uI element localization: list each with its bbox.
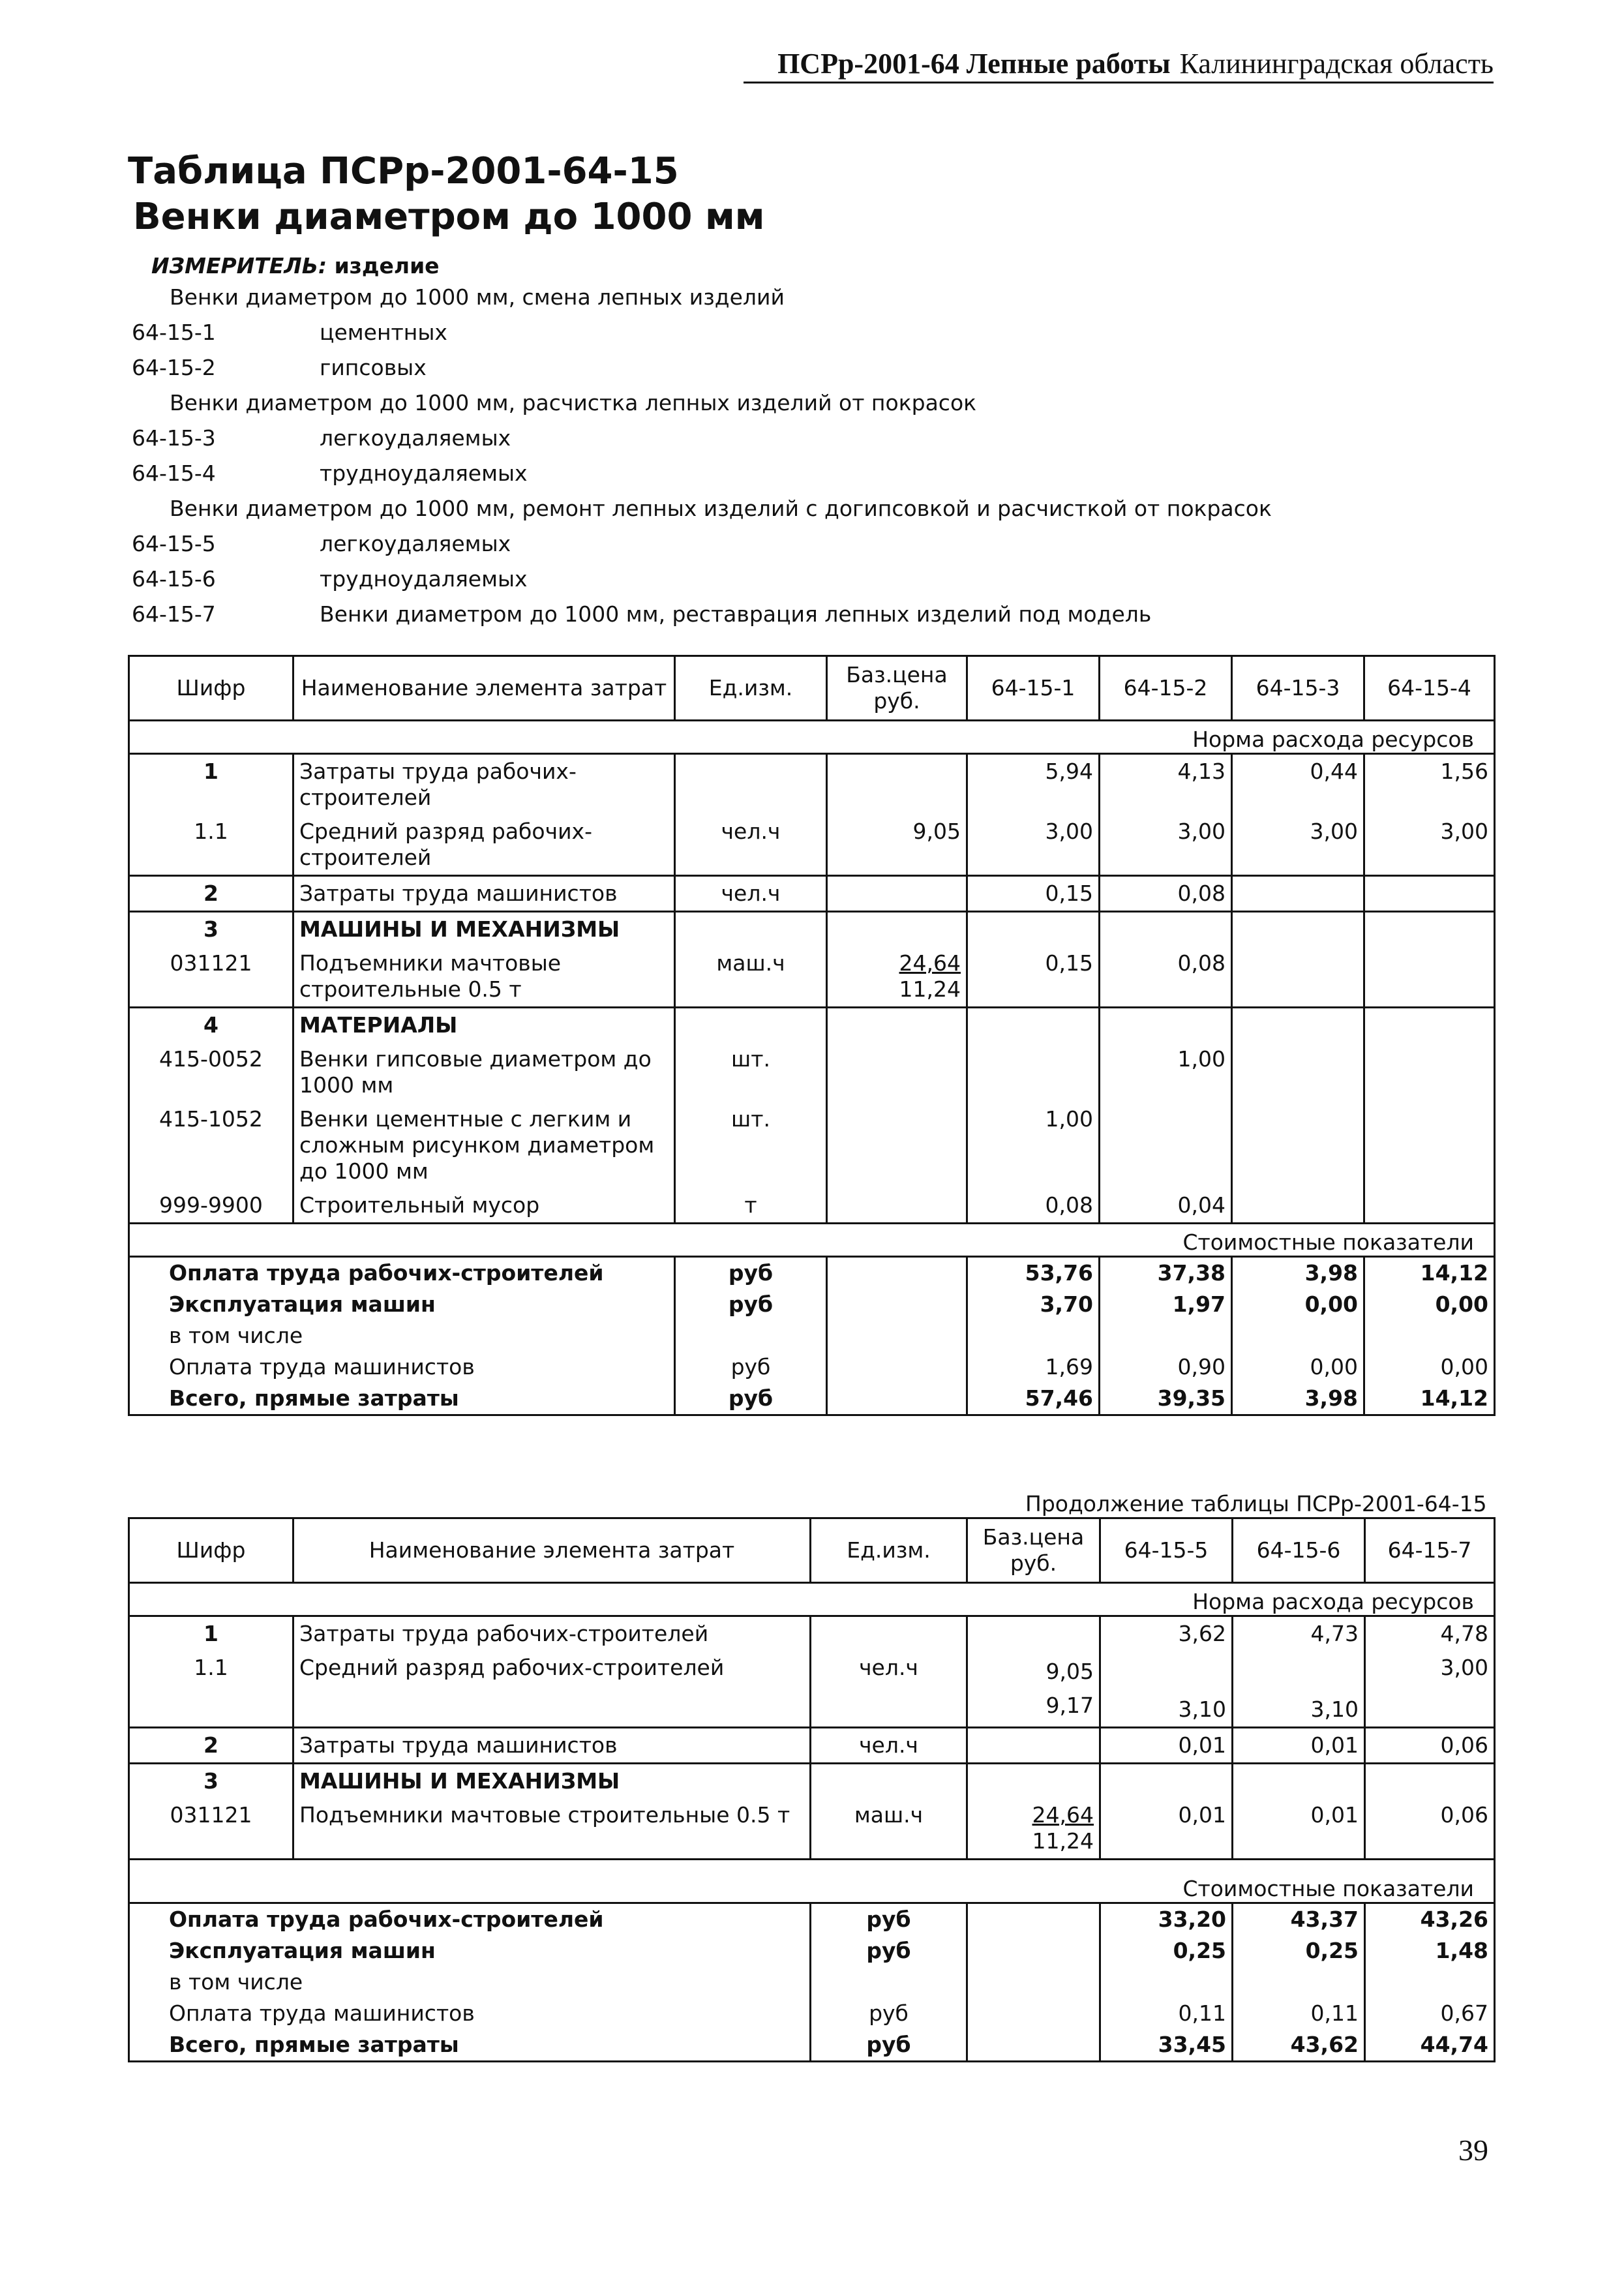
row-value (1232, 876, 1364, 912)
row-name: Строительный мусор (293, 1188, 675, 1224)
table-row (129, 815, 1495, 876)
header-col-64-15-4: 64-15-4 (1364, 656, 1495, 721)
table-row (129, 1042, 1495, 1102)
table-row (129, 1651, 1495, 1728)
header-col-64-15-2: 64-15-2 (1100, 656, 1232, 721)
row-value: 1,00 (1100, 1042, 1232, 1102)
row-value (1232, 1102, 1364, 1188)
row-value: 0,01 (1100, 1798, 1233, 1860)
row-code: 1 (129, 1616, 293, 1651)
summary-row (129, 2029, 1495, 2062)
intro-group-2: Венки диаметром до 1000 мм, расчистка лепных изделий от покрасок (170, 390, 977, 415)
intro-code-4: 64-15-4 (132, 460, 216, 486)
intro-code-5: 64-15-5 (132, 531, 216, 556)
intro-desc-3: легкоудаляемых (320, 425, 511, 451)
intro-code-6: 64-15-6 (132, 566, 216, 592)
table-header-row (129, 1518, 1495, 1583)
row-value: 1,56 (1364, 754, 1495, 815)
row-price (827, 754, 967, 815)
summary-value: 0,00 (1232, 1289, 1364, 1320)
row-unit: чел.ч (811, 1651, 967, 1728)
row-value (1364, 1102, 1495, 1188)
header-code: Шифр (129, 1518, 293, 1583)
table-header-row (129, 656, 1495, 721)
summary-name: в том числе (129, 1967, 811, 1998)
row-value: 3,00 (1100, 815, 1232, 876)
row-value: 3,00 (967, 815, 1100, 876)
row-value: 3,00 (1364, 815, 1495, 876)
summary-name: Всего, прямые затраты (129, 2029, 811, 2062)
table-row (129, 876, 1495, 912)
row-value: 3,00 (1232, 815, 1364, 876)
summary-row (129, 1383, 1495, 1415)
row-unit (811, 1616, 967, 1651)
row-code: 2 (129, 876, 293, 912)
section-title-machines: МАШИНЫ И МЕХАНИЗМЫ (293, 1764, 811, 1799)
meter-label: ИЗМЕРИТЕЛЬ: (151, 253, 327, 279)
header-col-64-15-5: 64-15-5 (1100, 1518, 1233, 1583)
section-code: 3 (129, 912, 293, 947)
row-value: 0,44 (1232, 754, 1364, 815)
row-code: 1.1 (129, 1651, 293, 1728)
table-row (129, 946, 1495, 1008)
section-title-materials: МАТЕРИАЛЫ (293, 1008, 675, 1043)
row-value: 0,01 (1233, 1798, 1365, 1860)
row-unit: чел.ч (675, 815, 827, 876)
intro-code-7: 64-15-7 (132, 601, 216, 627)
summary-value: 44,74 (1365, 2029, 1495, 2062)
row-name: Венки цементные с легким и сложным рисунком диаметром до 1000 мм (293, 1102, 675, 1188)
row-value: 3,00 (1365, 1651, 1495, 1728)
row-value: 0,06 (1365, 1798, 1495, 1860)
row-value: 4,13 (1100, 754, 1232, 815)
summary-value: 53,76 (967, 1257, 1100, 1289)
row-price (827, 1042, 967, 1102)
header-col-64-15-1: 64-15-1 (967, 656, 1100, 721)
row-value: 4,78 (1365, 1616, 1495, 1651)
row-name: Затраты труда рабочих-строителей (293, 1616, 811, 1651)
row-value (1364, 1188, 1495, 1224)
row-name: Затраты труда машинистов (293, 876, 675, 912)
header-col-64-15-6: 64-15-6 (1233, 1518, 1365, 1583)
row-value: 3,62 (1100, 1616, 1233, 1651)
continuation-caption: Продолжение таблицы ПСРр-2001-64-15 (1025, 1491, 1487, 1516)
row-name: Подъемники мачтовые строительные 0.5 т (293, 946, 675, 1008)
summary-value: 3,98 (1232, 1383, 1364, 1415)
price-current: 11,24 (899, 976, 961, 1002)
row-value (1364, 946, 1495, 1008)
row-value (1364, 876, 1495, 912)
header-unit: Ед.изм. (675, 656, 827, 721)
summary-row (129, 1967, 1495, 1998)
row-unit: шт. (675, 1102, 827, 1188)
row-unit: маш.ч (811, 1798, 967, 1860)
row-code: 031121 (129, 1798, 293, 1860)
summary-unit: руб (675, 1289, 827, 1320)
table-row (129, 1188, 1495, 1224)
summary-value: 0,67 (1365, 1998, 1495, 2029)
row-price (827, 946, 967, 1008)
summary-value: 1,48 (1365, 1935, 1495, 1967)
summary-name: Оплата труда машинистов (129, 1351, 675, 1383)
row-name: Средний разряд рабочих-строителей (293, 1651, 811, 1728)
summary-value: 1,69 (967, 1351, 1100, 1383)
row-value: 0,08 (967, 1188, 1100, 1224)
intro-group-3: Венки диаметром до 1000 мм, ремонт лепных изделий с догипсовкой и расчисткой от покрасок (170, 496, 1272, 521)
row-value: 1,00 (967, 1102, 1100, 1188)
intro-desc-7: Венки диаметром до 1000 мм, реставрация лепных изделий под модель (320, 601, 1152, 627)
summary-value: 3,98 (1232, 1257, 1364, 1289)
summary-value: 0,90 (1100, 1351, 1232, 1383)
row-code: 2 (129, 1728, 293, 1764)
row-value (1232, 946, 1364, 1008)
summary-value: 43,62 (1233, 2029, 1365, 2062)
row-price (967, 1616, 1100, 1651)
summary-value: 0,00 (1232, 1351, 1364, 1383)
summary-name: в том числе (129, 1320, 675, 1351)
summary-value: 43,26 (1365, 1903, 1495, 1936)
summary-value: 33,45 (1100, 2029, 1233, 2062)
summary-unit: руб (675, 1257, 827, 1289)
row-value: 3,10 (1233, 1651, 1365, 1728)
row-value: 0,15 (967, 876, 1100, 912)
row-name: Средний разряд рабочих-строителей (293, 815, 675, 876)
intro-desc-2: гипсовых (320, 355, 427, 380)
row-unit: т (675, 1188, 827, 1224)
header-name: Наименование элемента затрат (293, 656, 675, 721)
summary-value: 39,35 (1100, 1383, 1232, 1415)
header-code: Шифр (129, 656, 293, 721)
table-row (129, 1616, 1495, 1651)
row-value: 0,08 (1100, 876, 1232, 912)
intro-code-1: 64-15-1 (132, 320, 216, 345)
header-col-64-15-7: 64-15-7 (1365, 1518, 1495, 1583)
intro-desc-5: легкоудаляемых (320, 531, 511, 556)
summary-row (129, 1320, 1495, 1351)
row-unit (675, 754, 827, 815)
header-name: Наименование элемента затрат (293, 1518, 811, 1583)
row-unit: маш.ч (675, 946, 827, 1008)
row-value (1364, 1042, 1495, 1102)
section-title-machines: МАШИНЫ И МЕХАНИЗМЫ (293, 912, 675, 947)
row-code: 1.1 (129, 815, 293, 876)
row-price: 9,05 (827, 815, 967, 876)
price-base: 24,64 (1032, 1802, 1094, 1828)
table-title: Таблица ПСРр-2001-64-15 (128, 150, 679, 192)
band-resource-norms: Норма расхода ресурсов (129, 1583, 1495, 1616)
section-code: 4 (129, 1008, 293, 1043)
row-code: 999-9900 (129, 1188, 293, 1224)
summary-value: 1,97 (1100, 1289, 1232, 1320)
summary-row (129, 1903, 1495, 1936)
row-unit: чел.ч (675, 876, 827, 912)
summary-name: Эксплуатация машин (129, 1935, 811, 1967)
row-value (1232, 1042, 1364, 1102)
summary-value: 14,12 (1364, 1383, 1495, 1415)
row-name: Затраты труда машинистов (293, 1728, 811, 1764)
band-cost-indicators: Стоимостные показатели (129, 1860, 1495, 1903)
price-line: 9,17 (1045, 1693, 1094, 1718)
row-value: 3,10 (1100, 1651, 1233, 1728)
summary-value: 57,46 (967, 1383, 1100, 1415)
header-col-64-15-3: 64-15-3 (1232, 656, 1364, 721)
intro-code-2: 64-15-2 (132, 355, 216, 380)
row-value: 0,01 (1233, 1728, 1365, 1764)
summary-unit: руб (675, 1383, 827, 1415)
row-price (967, 1798, 1100, 1860)
row-price (827, 1102, 967, 1188)
summary-name: Оплата труда рабочих-строителей (129, 1903, 811, 1936)
row-value (1100, 1102, 1232, 1188)
intro-desc-1: цементных (320, 320, 447, 345)
price-current: 11,24 (1032, 1828, 1094, 1854)
row-name: Затраты труда рабочих-строителей (293, 754, 675, 815)
summary-unit: руб (811, 2029, 967, 2062)
summary-value: 33,20 (1100, 1903, 1233, 1936)
row-value: 0,01 (1100, 1728, 1233, 1764)
row-value: 0,04 (1100, 1188, 1232, 1224)
summary-value: 37,38 (1100, 1257, 1232, 1289)
summary-unit: руб (675, 1351, 827, 1383)
summary-value: 43,37 (1233, 1903, 1365, 1936)
row-unit: чел.ч (811, 1728, 967, 1764)
intro-desc-6: трудноудаляемых (320, 566, 528, 592)
row-value (967, 1042, 1100, 1102)
collection-code-title: ПСРр-2001-64 Лепные работы (777, 48, 1171, 80)
summary-name: Оплата труда рабочих-строителей (129, 1257, 675, 1289)
price-base: 24,64 (899, 950, 961, 976)
summary-name: Всего, прямые затраты (129, 1383, 675, 1415)
row-name: Подъемники мачтовые строительные 0.5 т (293, 1798, 811, 1860)
section-row (129, 912, 1495, 947)
summary-row (129, 1935, 1495, 1967)
row-value: 5,94 (967, 754, 1100, 815)
summary-value: 14,12 (1364, 1257, 1495, 1289)
summary-value: 3,70 (967, 1289, 1100, 1320)
summary-value: 0,11 (1100, 1998, 1233, 2029)
running-header (744, 47, 1494, 83)
band-cost-indicators: Стоимостные показатели (129, 1224, 1495, 1257)
table-subtitle: Венки диаметром до 1000 мм (133, 196, 765, 238)
row-value: 0,08 (1100, 946, 1232, 1008)
intro-group-1: Венки диаметром до 1000 мм, смена лепных изделий (170, 284, 785, 310)
header-base-price: Баз.цена руб. (827, 656, 967, 721)
summary-row (129, 1289, 1495, 1320)
row-code: 031121 (129, 946, 293, 1008)
summary-unit: руб (811, 1903, 967, 1936)
summary-value: 0,25 (1233, 1935, 1365, 1967)
summary-row (129, 1351, 1495, 1383)
row-price (967, 1728, 1100, 1764)
price-line: 9,05 (1045, 1659, 1094, 1684)
table-row (129, 754, 1495, 815)
summary-value: 0,11 (1233, 1998, 1365, 2029)
table-row (129, 1728, 1495, 1764)
row-price (827, 1188, 967, 1224)
intro-code-3: 64-15-3 (132, 425, 216, 451)
resource-table-continuation (128, 1517, 1496, 2062)
summary-unit: руб (811, 1935, 967, 1967)
table-row (129, 1798, 1495, 1860)
row-value: 0,15 (967, 946, 1100, 1008)
row-code: 415-1052 (129, 1102, 293, 1188)
resource-table-main (128, 655, 1496, 1416)
table-row (129, 1102, 1495, 1188)
summary-value: 0,00 (1364, 1351, 1495, 1383)
row-value (1232, 1188, 1364, 1224)
row-value: 4,73 (1233, 1616, 1365, 1651)
section-row (129, 1764, 1495, 1799)
meter-value: изделие (334, 253, 440, 279)
summary-unit: руб (811, 1998, 967, 2029)
meter-line (151, 253, 440, 279)
header-base-price: Баз.цена руб. (967, 1518, 1100, 1583)
summary-name: Оплата труда машинистов (129, 1998, 811, 2029)
row-value: 0,06 (1365, 1728, 1495, 1764)
region-name: Калининградская область (1179, 48, 1494, 80)
section-code: 3 (129, 1764, 293, 1799)
summary-row (129, 1998, 1495, 2029)
row-price (827, 876, 967, 912)
summary-value: 0,25 (1100, 1935, 1233, 1967)
section-row (129, 1008, 1495, 1043)
row-price (967, 1651, 1100, 1728)
summary-value: 0,00 (1364, 1289, 1495, 1320)
header-unit: Ед.изм. (811, 1518, 967, 1583)
intro-desc-4: трудноудаляемых (320, 460, 528, 486)
row-name: Венки гипсовые диаметром до 1000 мм (293, 1042, 675, 1102)
band-resource-norms: Норма расхода ресурсов (129, 721, 1495, 754)
row-code: 415-0052 (129, 1042, 293, 1102)
summary-row (129, 1257, 1495, 1289)
row-code: 1 (129, 754, 293, 815)
row-unit: шт. (675, 1042, 827, 1102)
summary-name: Эксплуатация машин (129, 1289, 675, 1320)
page-number: 39 (1458, 2134, 1488, 2167)
